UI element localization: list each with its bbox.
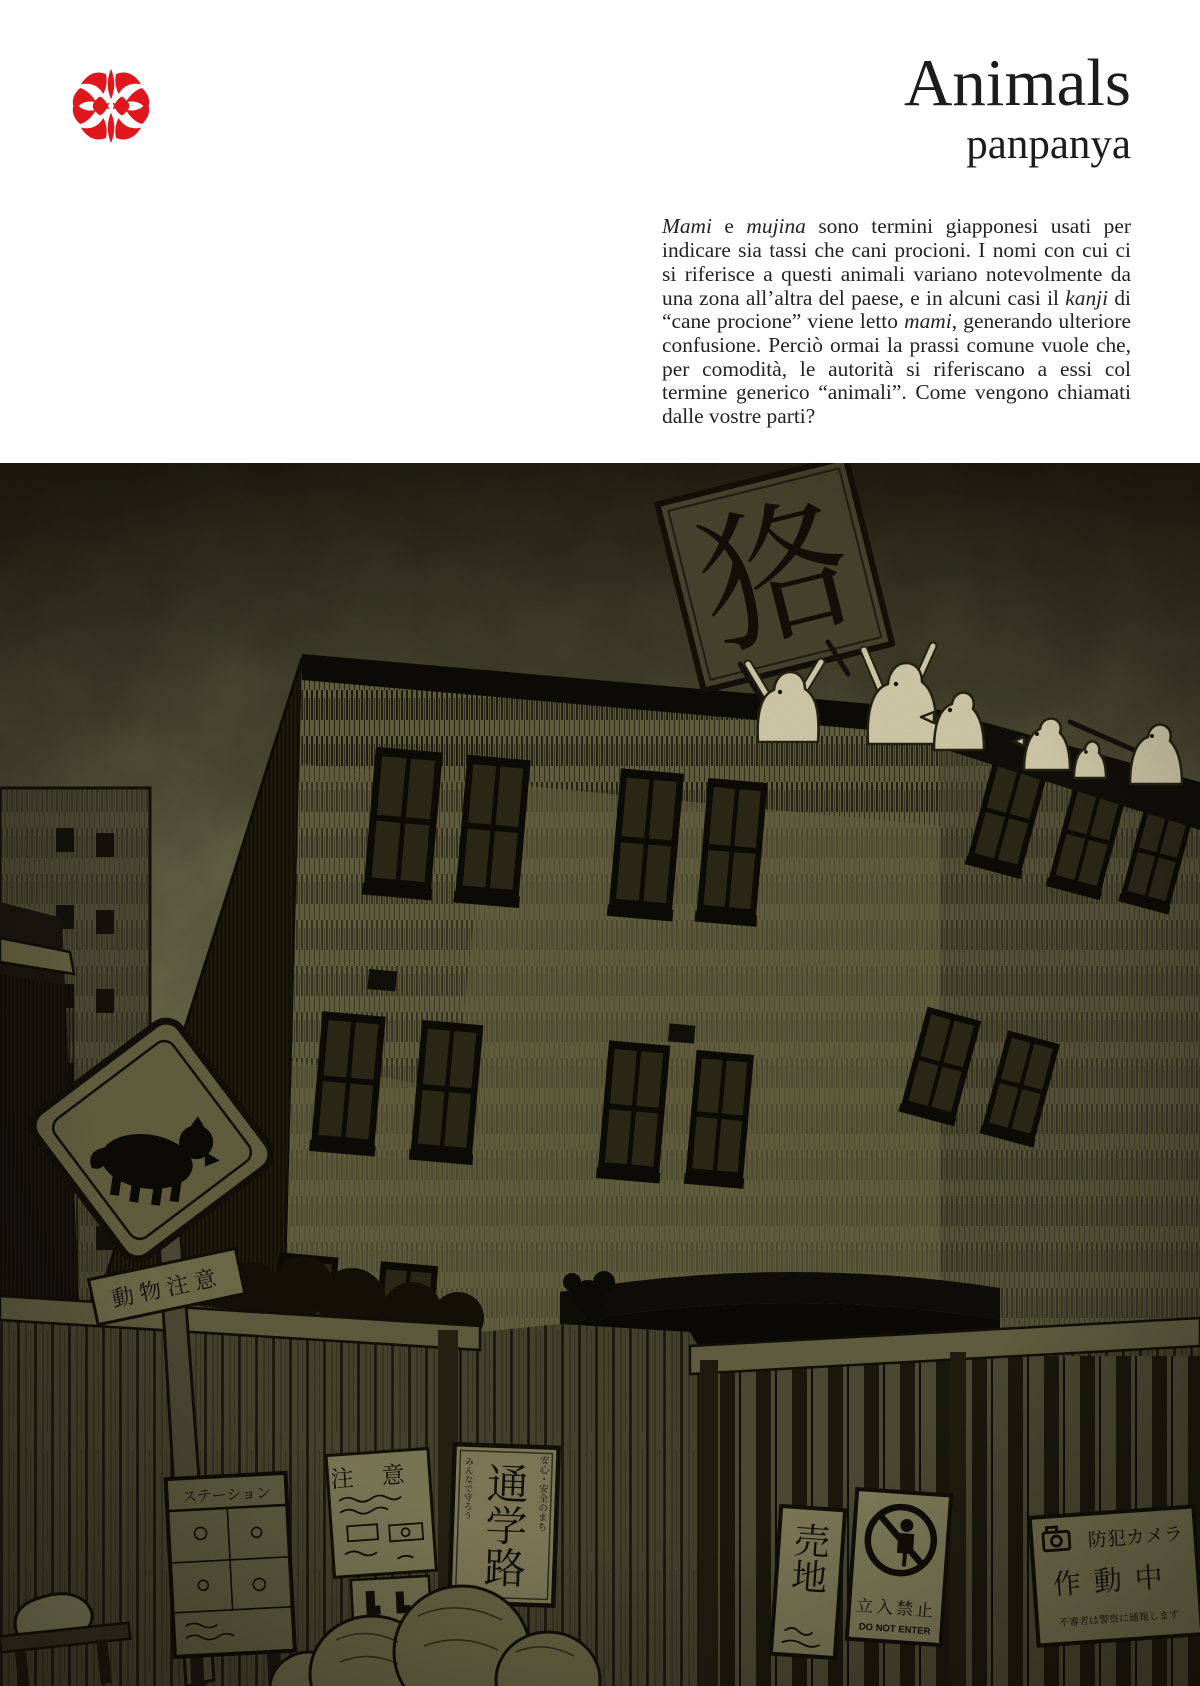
illustration: [0, 463, 1200, 1686]
author-name: panpanya: [966, 121, 1131, 168]
publisher-logo-icon: [68, 60, 154, 152]
page-title: Animals: [903, 46, 1131, 120]
title-block: [903, 46, 1131, 168]
intro-paragraph: Mami e mujina sono termini giapponesi usati per indicare sia tassi che cani procioni. I nomi con cui ci si riferisce a questi animali variano notevolmente da una zona all’altra del paese, e in alcuni casi il kanji di “cane procione” viene letto mami, generando ulteriore confusione. Perciò ormai la prassi comune vuole che, per comodità, le autorità si riferiscano a essi col termine generico “animali”. Come vengono chiamati dalle vostre parti?: [662, 214, 1131, 429]
